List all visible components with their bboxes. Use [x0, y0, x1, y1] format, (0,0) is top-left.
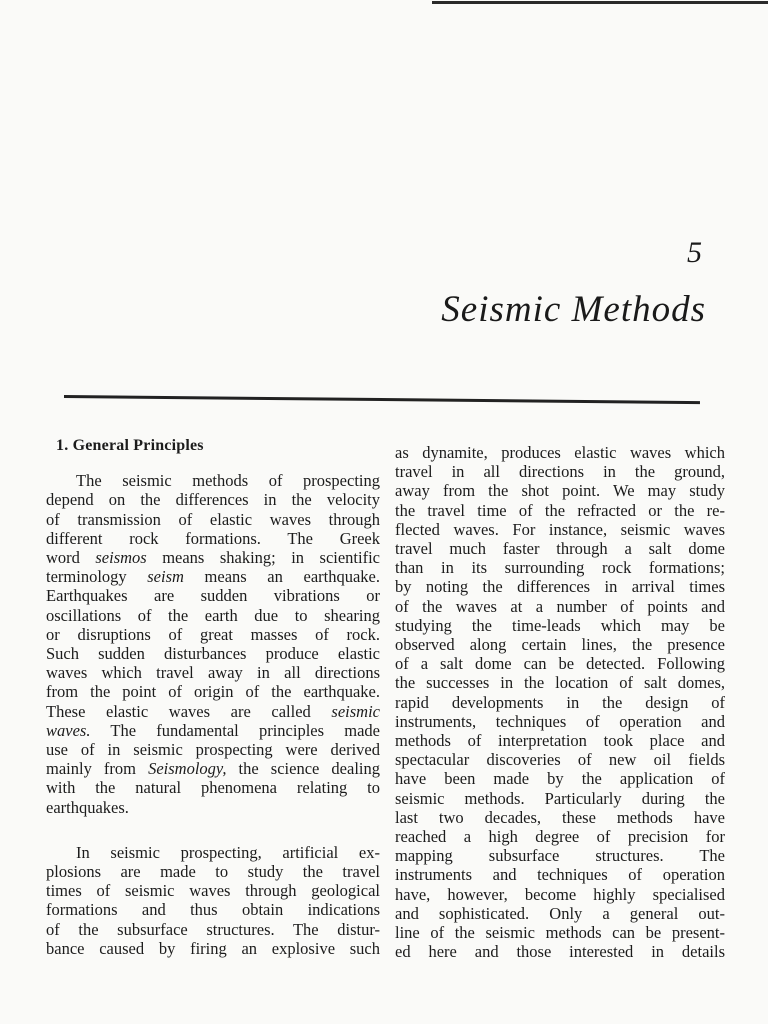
text-line: observed along certain lines, the presence: [395, 635, 725, 655]
chapter-number: 5: [687, 236, 702, 269]
italic-term: seismic: [331, 701, 380, 721]
paragraph-1: [46, 471, 380, 817]
text-line: than in its surrounding rock formations;: [395, 558, 725, 578]
text-line: bance caused by firing an explosive such: [46, 938, 380, 958]
italic-term: seism: [147, 567, 184, 587]
text-line: with the natural phenomena relating to: [46, 778, 380, 798]
italic-term: waves.: [46, 720, 91, 740]
text-line: flected waves. For instance, seismic waves: [395, 519, 725, 539]
right-column: [395, 443, 725, 961]
text-line: ed here and those interested in details: [395, 942, 725, 962]
chapter-title: Seismic Methods: [441, 289, 706, 330]
text-line: word seismos means shaking; in scientific: [46, 548, 380, 568]
text-line: instruments and techniques of operation: [395, 865, 725, 885]
text-line: reached a high degree of precision for: [395, 827, 725, 847]
text-line: last two decades, these methods have: [395, 807, 725, 827]
text-line: of the waves at a number of points and: [395, 596, 725, 616]
text-line: have been made by the application of: [395, 769, 725, 789]
text-line: These elastic waves are called seismic: [46, 701, 380, 721]
italic-term: seismos: [95, 548, 147, 568]
text-line: mainly from Seismology, the science dealing: [46, 759, 380, 779]
text-line: by noting the differences in arrival times: [395, 577, 725, 597]
text-line: Such sudden disturbances produce elastic: [46, 644, 380, 664]
text-line: terminology seism means an earthquake.: [46, 567, 380, 587]
text-line: travel in all directions in the ground,: [395, 462, 725, 482]
text-line: The seismic methods of prospecting: [76, 471, 380, 491]
text-line: depend on the differences in the velocity: [46, 490, 380, 510]
text-line: the successes in the location of salt domes,: [395, 673, 725, 693]
text-line: the travel time of the refracted or the re-: [395, 500, 725, 520]
text-line: of a salt dome can be detected. Following: [395, 654, 725, 674]
text-line: earthquakes.: [46, 797, 129, 817]
text-line: spectacular discoveries of new oil fields: [395, 750, 725, 770]
text-line: travel much faster through a salt dome: [395, 539, 725, 559]
left-column: [46, 436, 380, 958]
text-line: formations and thus obtain indications: [46, 900, 380, 920]
text-line: line of the seismic methods can be present-: [395, 923, 725, 943]
text-line: In seismic prospecting, artificial ex-: [76, 842, 380, 862]
text-line: and sophisticated. Only a general out-: [395, 903, 725, 923]
text-line: instruments, techniques of operation and: [395, 711, 725, 731]
section-heading: 1. General Principles: [56, 437, 204, 454]
text-line: methods of interpretation took place and: [395, 731, 725, 751]
italic-term: Seismology,: [148, 759, 227, 779]
text-line: or disruptions of great masses of rock.: [46, 624, 380, 644]
text-line: oscillations of the earth due to shearing: [46, 605, 380, 625]
text-line: plosions are made to study the travel: [46, 862, 380, 882]
text-line: studying the time-leads which may be: [395, 615, 725, 635]
text-line: waves. The fundamental principles made: [46, 720, 380, 740]
text-line: use of in seismic prospecting were derived: [46, 740, 380, 760]
text-line: as dynamite, produces elastic waves which: [395, 443, 725, 462]
paragraph-gap: [46, 817, 380, 843]
title-divider: [64, 395, 700, 404]
text-line: from the point of origin of the earthquake.: [46, 682, 380, 702]
text-line: times of seismic waves through geological: [46, 881, 380, 901]
text-line: rapid developments in the design of: [395, 692, 725, 712]
top-rule: [432, 1, 768, 4]
text-line: waves which travel away in all directions: [46, 663, 380, 683]
text-line: mapping subsurface structures. The: [395, 846, 725, 866]
text-line: different rock formations. The Greek: [46, 528, 380, 548]
text-line: of transmission of elastic waves through: [46, 509, 380, 529]
text-line: seismic methods. Particularly during the: [395, 788, 725, 808]
paragraph-2: [46, 843, 380, 958]
text-line: of the subsurface structures. The distur-: [46, 919, 380, 939]
text-line: have, however, become highly specialised: [395, 884, 725, 904]
text-line: away from the shot point. We may study: [395, 481, 725, 501]
text-line: Earthquakes are sudden vibrations or: [46, 586, 380, 606]
